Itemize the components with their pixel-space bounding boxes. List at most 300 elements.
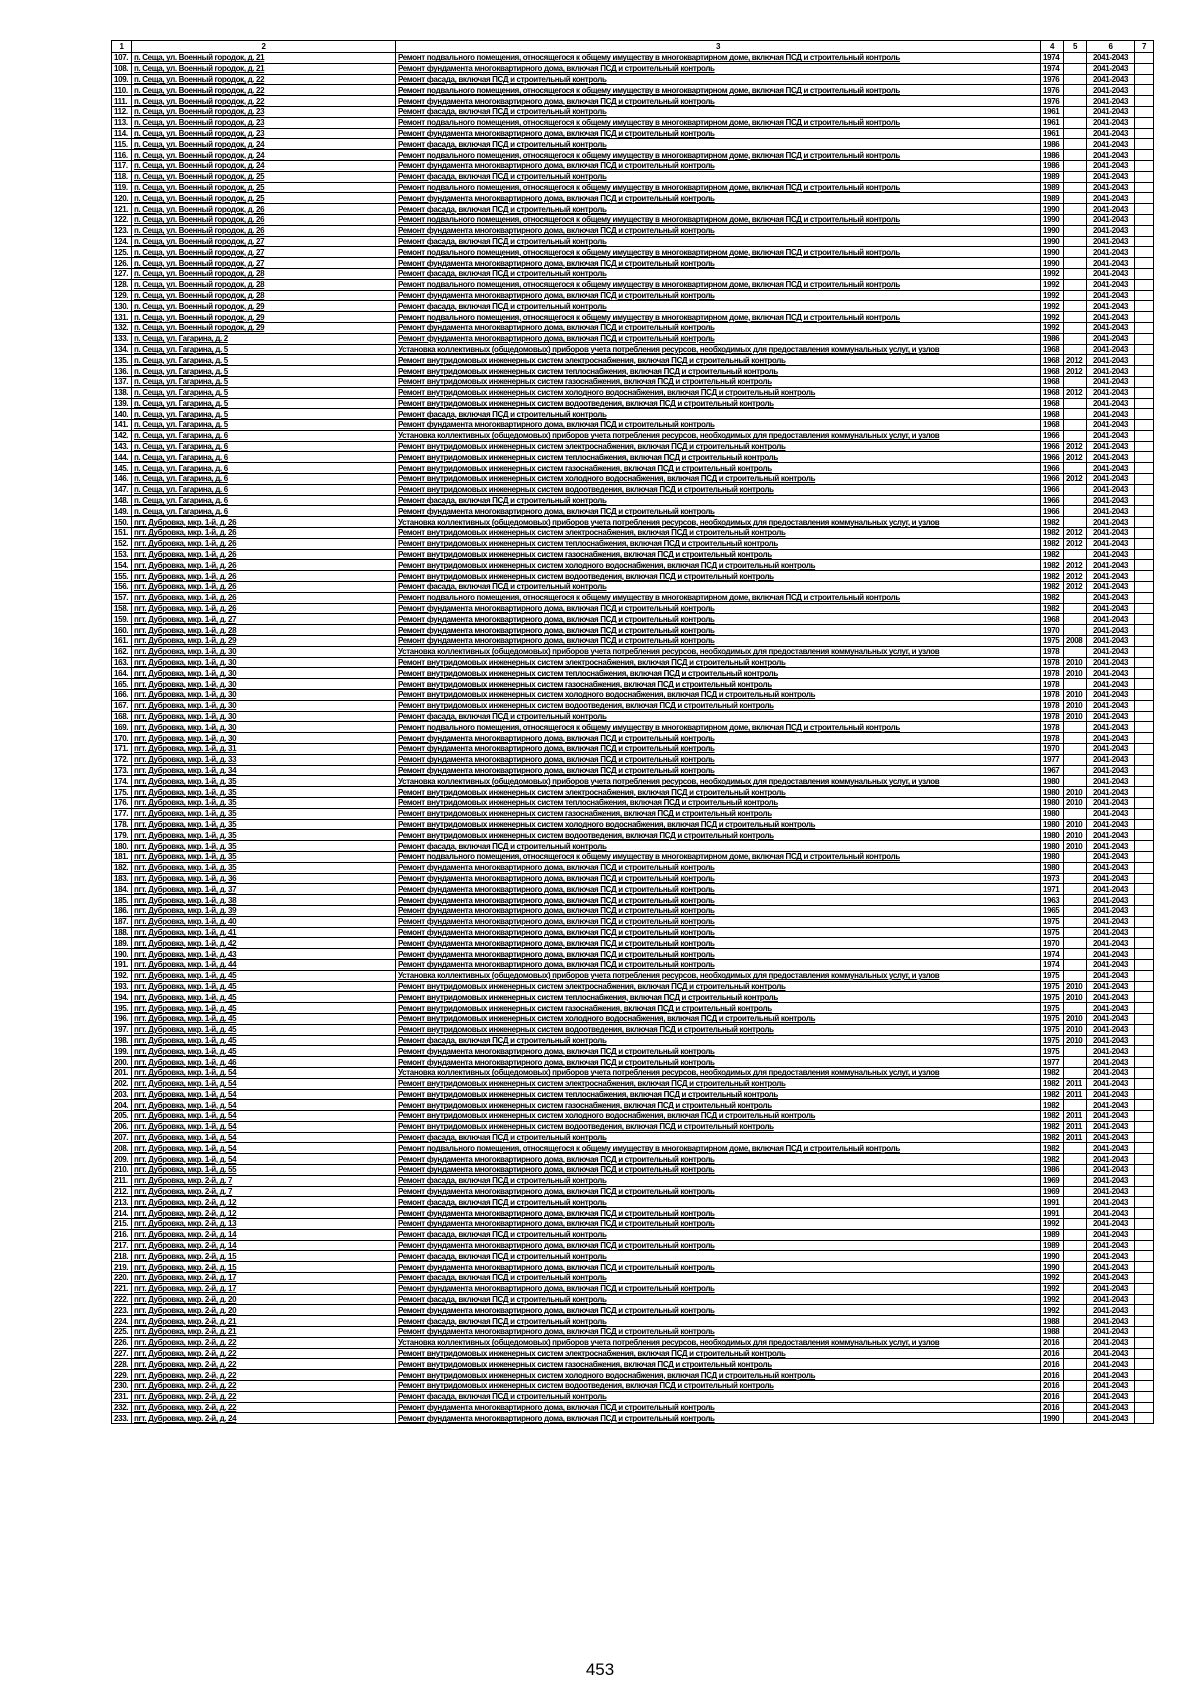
planned-period-cell: 2041-2043 (1087, 1078, 1135, 1089)
row-number-cell: 185. (112, 895, 132, 906)
planned-period-cell: 2041-2043 (1087, 1046, 1135, 1057)
row-number-cell: 158. (112, 603, 132, 614)
last-repair-year-cell: 2010 (1064, 700, 1087, 711)
planned-period-cell: 2041-2043 (1087, 1013, 1135, 1024)
build-year-cell: 1982 (1041, 1132, 1064, 1143)
last-repair-year-cell (1064, 150, 1087, 161)
address-cell: п. Сеща, ул. Военный городок, д. 23 (132, 106, 396, 117)
work-type-cell: Ремонт фасада, включая ПСД и строительный контроль (396, 204, 1041, 215)
last-repair-year-cell: 2011 (1064, 1111, 1087, 1122)
last-repair-year-cell (1064, 484, 1087, 495)
table-row (112, 1337, 1154, 1348)
planned-period-cell: 2041-2043 (1087, 841, 1135, 852)
address-cell: п. Сеща, ул. Военный городок, д. 27 (132, 236, 396, 247)
last-repair-year-cell (1064, 895, 1087, 906)
planned-period-cell: 2041-2043 (1087, 668, 1135, 679)
address-cell: пгт. Дубровка, мкр. 1-й, д. 45 (132, 981, 396, 992)
note-cell (1135, 1035, 1154, 1046)
build-year-cell: 1980 (1041, 787, 1064, 798)
build-year-cell: 1992 (1041, 322, 1064, 333)
last-repair-year-cell (1064, 1316, 1087, 1327)
build-year-cell: 1982 (1041, 517, 1064, 528)
work-type-cell: Ремонт внутридомовых инженерных систем электроснабжения, включая ПСД и строительный контроль (396, 441, 1041, 452)
note-cell (1135, 1348, 1154, 1359)
work-type-cell: Установка коллективных (общедомовых) приборов учета потребления ресурсов, необходимых для предоставления коммунальных услуг, и узлов (396, 1337, 1041, 1348)
note-cell (1135, 679, 1154, 690)
row-number-cell: 229. (112, 1370, 132, 1381)
table-row (112, 636, 1154, 647)
work-type-cell: Ремонт внутридомовых инженерных систем газоснабжения, включая ПСД и строительный контроль (396, 808, 1041, 819)
build-year-cell: 1980 (1041, 797, 1064, 808)
row-number-cell: 116. (112, 150, 132, 161)
note-cell (1135, 754, 1154, 765)
work-type-cell: Ремонт фундамента многоквартирного дома, включая ПСД и строительный контроль (396, 1057, 1041, 1068)
last-repair-year-cell (1064, 614, 1087, 625)
work-type-cell: Ремонт подвального помещения, относящегося к общему имуществу в многоквартирном доме, включая ПСД и строительный контроль (396, 312, 1041, 323)
table-row (112, 1381, 1154, 1392)
address-cell: пгт. Дубровка, мкр. 1-й, д. 45 (132, 992, 396, 1003)
table-row (112, 279, 1154, 290)
row-number-cell: 132. (112, 322, 132, 333)
note-cell (1135, 452, 1154, 463)
address-cell: пгт. Дубровка, мкр. 1-й, д. 33 (132, 754, 396, 765)
table-row (112, 1143, 1154, 1154)
planned-period-cell: 2041-2043 (1087, 312, 1135, 323)
table-row (112, 1035, 1154, 1046)
planned-period-cell: 2041-2043 (1087, 290, 1135, 301)
build-year-cell: 1968 (1041, 398, 1064, 409)
table-row (112, 247, 1154, 258)
planned-period-cell: 2041-2043 (1087, 1197, 1135, 1208)
note-cell (1135, 376, 1154, 387)
address-cell: пгт. Дубровка, мкр. 1-й, д. 30 (132, 668, 396, 679)
planned-period-cell: 2041-2043 (1087, 625, 1135, 636)
note-cell (1135, 258, 1154, 269)
table-row (112, 765, 1154, 776)
last-repair-year-cell (1064, 1348, 1087, 1359)
planned-period-cell: 2041-2043 (1087, 452, 1135, 463)
last-repair-year-cell (1064, 1175, 1087, 1186)
build-year-cell: 1975 (1041, 1035, 1064, 1046)
build-year-cell: 1975 (1041, 970, 1064, 981)
build-year-cell: 2016 (1041, 1391, 1064, 1402)
address-cell: пгт. Дубровка, мкр. 1-й, д. 54 (132, 1121, 396, 1132)
address-cell: пгт. Дубровка, мкр. 1-й, д. 30 (132, 646, 396, 657)
build-year-cell: 1990 (1041, 225, 1064, 236)
planned-period-cell: 2041-2043 (1087, 851, 1135, 862)
work-schedule-table (111, 40, 1154, 1424)
table-row (112, 1175, 1154, 1186)
table-row (112, 873, 1154, 884)
last-repair-year-cell (1064, 517, 1087, 528)
address-cell: пгт. Дубровка, мкр. 1-й, д. 40 (132, 916, 396, 927)
address-cell: пгт. Дубровка, мкр. 2-й, д. 12 (132, 1208, 396, 1219)
work-type-cell: Ремонт фундамента многоквартирного дома, включая ПСД и строительный контроль (396, 63, 1041, 74)
address-cell: п. Сеща, ул. Гагарина, д. 6 (132, 495, 396, 506)
note-cell (1135, 938, 1154, 949)
planned-period-cell: 2041-2043 (1087, 1154, 1135, 1165)
work-type-cell: Ремонт фундамента многоквартирного дома, включая ПСД и строительный контроль (396, 1327, 1041, 1338)
row-number-cell: 217. (112, 1240, 132, 1251)
last-repair-year-cell (1064, 549, 1087, 560)
note-cell (1135, 160, 1154, 171)
note-cell (1135, 193, 1154, 204)
work-type-cell: Ремонт фундамента многоквартирного дома, включая ПСД и строительный контроль (396, 873, 1041, 884)
row-number-cell: 183. (112, 873, 132, 884)
note-cell (1135, 225, 1154, 236)
row-number-cell: 172. (112, 754, 132, 765)
build-year-cell: 1975 (1041, 992, 1064, 1003)
row-number-cell: 173. (112, 765, 132, 776)
table-row (112, 668, 1154, 679)
row-number-cell: 222. (112, 1294, 132, 1305)
work-type-cell: Ремонт фундамента многоквартирного дома, включая ПСД и строительный контроль (396, 884, 1041, 895)
note-cell (1135, 851, 1154, 862)
note-cell (1135, 268, 1154, 279)
note-cell (1135, 1381, 1154, 1392)
last-repair-year-cell (1064, 1208, 1087, 1219)
build-year-cell: 1966 (1041, 430, 1064, 441)
build-year-cell: 1978 (1041, 733, 1064, 744)
note-cell (1135, 733, 1154, 744)
table-row (112, 355, 1154, 366)
note-cell (1135, 139, 1154, 150)
note-cell (1135, 841, 1154, 852)
work-type-cell: Ремонт фундамента многоквартирного дома, включая ПСД и строительный контроль (396, 193, 1041, 204)
work-type-cell: Ремонт фундамента многоквартирного дома, включая ПСД и строительный контроль (396, 420, 1041, 431)
note-cell (1135, 106, 1154, 117)
build-year-cell: 1978 (1041, 657, 1064, 668)
note-cell (1135, 1316, 1154, 1327)
table-row (112, 495, 1154, 506)
planned-period-cell: 2041-2043 (1087, 214, 1135, 225)
build-year-cell: 1982 (1041, 1078, 1064, 1089)
build-year-cell: 1968 (1041, 366, 1064, 377)
build-year-cell: 1968 (1041, 420, 1064, 431)
last-repair-year-cell (1064, 927, 1087, 938)
address-cell: п. Сеща, ул. Гагарина, д. 5 (132, 398, 396, 409)
note-cell (1135, 1003, 1154, 1014)
address-cell: пгт. Дубровка, мкр. 2-й, д. 21 (132, 1316, 396, 1327)
row-number-cell: 219. (112, 1262, 132, 1273)
table-row (112, 830, 1154, 841)
work-type-cell: Ремонт фасада, включая ПСД и строительный контроль (396, 711, 1041, 722)
row-number-cell: 138. (112, 387, 132, 398)
table-row (112, 160, 1154, 171)
note-cell (1135, 506, 1154, 517)
last-repair-year-cell (1064, 776, 1087, 787)
work-type-cell: Ремонт внутридомовых инженерных систем холодного водоснабжения, включая ПСД и строительный контроль (396, 819, 1041, 830)
planned-period-cell: 2041-2043 (1087, 1057, 1135, 1068)
row-number-cell: 118. (112, 171, 132, 182)
address-cell: пгт. Дубровка, мкр. 1-й, д. 28 (132, 625, 396, 636)
address-cell: п. Сеща, ул. Военный городок, д. 27 (132, 247, 396, 258)
last-repair-year-cell (1064, 862, 1087, 873)
last-repair-year-cell (1064, 344, 1087, 355)
address-cell: пгт. Дубровка, мкр. 2-й, д. 22 (132, 1348, 396, 1359)
work-type-cell: Ремонт внутридомовых инженерных систем газоснабжения, включая ПСД и строительный контроль (396, 463, 1041, 474)
address-cell: пгт. Дубровка, мкр. 1-й, д. 30 (132, 657, 396, 668)
planned-period-cell: 2041-2043 (1087, 959, 1135, 970)
last-repair-year-cell: 2010 (1064, 841, 1087, 852)
build-year-cell: 1970 (1041, 625, 1064, 636)
build-year-cell: 1990 (1041, 214, 1064, 225)
row-number-cell: 146. (112, 474, 132, 485)
table-row (112, 139, 1154, 150)
column-header-4: 4 (1041, 41, 1064, 53)
page-number: 453 (585, 1660, 615, 1679)
planned-period-cell: 2041-2043 (1087, 1359, 1135, 1370)
address-cell: п. Сеща, ул. Военный городок, д. 27 (132, 258, 396, 269)
address-cell: пгт. Дубровка, мкр. 1-й, д. 35 (132, 851, 396, 862)
work-type-cell: Ремонт фундамента многоквартирного дома, включая ПСД и строительный контроль (396, 744, 1041, 755)
planned-period-cell: 2041-2043 (1087, 1413, 1135, 1424)
note-cell (1135, 538, 1154, 549)
planned-period-cell: 2041-2043 (1087, 819, 1135, 830)
table-row (112, 916, 1154, 927)
build-year-cell: 1976 (1041, 85, 1064, 96)
table-row (112, 463, 1154, 474)
row-number-cell: 186. (112, 905, 132, 916)
note-cell (1135, 657, 1154, 668)
planned-period-cell: 2041-2043 (1087, 700, 1135, 711)
build-year-cell: 1969 (1041, 1186, 1064, 1197)
work-type-cell: Ремонт внутридомовых инженерных систем газоснабжения, включая ПСД и строительный контроль (396, 1003, 1041, 1014)
address-cell: пгт. Дубровка, мкр. 2-й, д. 15 (132, 1262, 396, 1273)
last-repair-year-cell (1064, 959, 1087, 970)
work-type-cell: Ремонт внутридомовых инженерных систем холодного водоснабжения, включая ПСД и строительный контроль (396, 560, 1041, 571)
table-row (112, 1046, 1154, 1057)
address-cell: пгт. Дубровка, мкр. 1-й, д. 35 (132, 797, 396, 808)
last-repair-year-cell: 2010 (1064, 1035, 1087, 1046)
address-cell: пгт. Дубровка, мкр. 2-й, д. 13 (132, 1219, 396, 1230)
planned-period-cell: 2041-2043 (1087, 474, 1135, 485)
work-type-cell: Ремонт фундамента многоквартирного дома, включая ПСД и строительный контроль (396, 506, 1041, 517)
planned-period-cell: 2041-2043 (1087, 657, 1135, 668)
address-cell: п. Сеща, ул. Гагарина, д. 6 (132, 484, 396, 495)
work-type-cell: Ремонт фундамента многоквартирного дома, включая ПСД и строительный контроль (396, 765, 1041, 776)
planned-period-cell: 2041-2043 (1087, 150, 1135, 161)
work-type-cell: Ремонт внутридомовых инженерных систем холодного водоснабжения, включая ПСД и строительный контроль (396, 387, 1041, 398)
work-type-cell: Ремонт внутридомовых инженерных систем водоотведения, включая ПСД и строительный контроль (396, 571, 1041, 582)
note-cell (1135, 1089, 1154, 1100)
last-repair-year-cell (1064, 96, 1087, 107)
work-type-cell: Ремонт внутридомовых инженерных систем электроснабжения, включая ПСД и строительный контроль (396, 1078, 1041, 1089)
row-number-cell: 107. (112, 53, 132, 64)
row-number-cell: 168. (112, 711, 132, 722)
planned-period-cell: 2041-2043 (1087, 636, 1135, 647)
planned-period-cell: 2041-2043 (1087, 1240, 1135, 1251)
work-type-cell: Ремонт фасада, включая ПСД и строительный контроль (396, 106, 1041, 117)
address-cell: пгт. Дубровка, мкр. 1-й, д. 54 (132, 1111, 396, 1122)
last-repair-year-cell (1064, 430, 1087, 441)
row-number-cell: 133. (112, 333, 132, 344)
planned-period-cell: 2041-2043 (1087, 905, 1135, 916)
last-repair-year-cell (1064, 1413, 1087, 1424)
row-number-cell: 162. (112, 646, 132, 657)
work-type-cell: Ремонт фасада, включая ПСД и строительный контроль (396, 301, 1041, 312)
table-row (112, 970, 1154, 981)
note-cell (1135, 247, 1154, 258)
last-repair-year-cell: 2012 (1064, 441, 1087, 452)
build-year-cell: 1990 (1041, 1262, 1064, 1273)
work-type-cell: Ремонт фасада, включая ПСД и строительный контроль (396, 1391, 1041, 1402)
last-repair-year-cell (1064, 193, 1087, 204)
last-repair-year-cell (1064, 1359, 1087, 1370)
planned-period-cell: 2041-2043 (1087, 744, 1135, 755)
last-repair-year-cell: 2011 (1064, 1089, 1087, 1100)
last-repair-year-cell: 2012 (1064, 538, 1087, 549)
note-cell (1135, 1229, 1154, 1240)
build-year-cell: 2016 (1041, 1381, 1064, 1392)
build-year-cell: 1990 (1041, 236, 1064, 247)
last-repair-year-cell (1064, 1143, 1087, 1154)
build-year-cell: 1963 (1041, 895, 1064, 906)
planned-period-cell: 2041-2043 (1087, 495, 1135, 506)
address-cell: п. Сеща, ул. Военный городок, д. 28 (132, 268, 396, 279)
address-cell: пгт. Дубровка, мкр. 1-й, д. 54 (132, 1100, 396, 1111)
address-cell: п. Сеща, ул. Военный городок, д. 25 (132, 171, 396, 182)
address-cell: п. Сеща, ул. Гагарина, д. 6 (132, 452, 396, 463)
note-cell (1135, 463, 1154, 474)
build-year-cell: 1986 (1041, 333, 1064, 344)
table-row (112, 528, 1154, 539)
work-type-cell: Ремонт внутридомовых инженерных систем газоснабжения, включая ПСД и строительный контроль (396, 549, 1041, 560)
planned-period-cell: 2041-2043 (1087, 1100, 1135, 1111)
row-number-cell: 129. (112, 290, 132, 301)
column-header-6: 6 (1087, 41, 1135, 53)
address-cell: пгт. Дубровка, мкр. 2-й, д. 17 (132, 1273, 396, 1284)
build-year-cell: 1975 (1041, 636, 1064, 647)
work-type-cell: Ремонт внутридомовых инженерных систем электроснабжения, включая ПСД и строительный контроль (396, 981, 1041, 992)
work-type-cell: Ремонт внутридомовых инженерных систем теплоснабжения, включая ПСД и строительный контроль (396, 797, 1041, 808)
last-repair-year-cell (1064, 808, 1087, 819)
row-number-cell: 157. (112, 592, 132, 603)
address-cell: пгт. Дубровка, мкр. 2-й, д. 20 (132, 1305, 396, 1316)
build-year-cell: 1980 (1041, 776, 1064, 787)
note-cell (1135, 420, 1154, 431)
table-row (112, 895, 1154, 906)
last-repair-year-cell (1064, 1262, 1087, 1273)
row-number-cell: 126. (112, 258, 132, 269)
table-row (112, 387, 1154, 398)
last-repair-year-cell: 2012 (1064, 387, 1087, 398)
table-row (112, 1003, 1154, 1014)
note-cell (1135, 1121, 1154, 1132)
note-cell (1135, 636, 1154, 647)
table-row (112, 236, 1154, 247)
address-cell: пгт. Дубровка, мкр. 2-й, д. 24 (132, 1413, 396, 1424)
last-repair-year-cell (1064, 646, 1087, 657)
build-year-cell: 1968 (1041, 344, 1064, 355)
work-type-cell: Ремонт фасада, включая ПСД и строительный контроль (396, 236, 1041, 247)
row-number-cell: 113. (112, 117, 132, 128)
planned-period-cell: 2041-2043 (1087, 711, 1135, 722)
address-cell: пгт. Дубровка, мкр. 1-й, д. 26 (132, 571, 396, 582)
build-year-cell: 2016 (1041, 1337, 1064, 1348)
row-number-cell: 155. (112, 571, 132, 582)
planned-period-cell: 2041-2043 (1087, 409, 1135, 420)
work-type-cell: Ремонт подвального помещения, относящегося к общему имуществу в многоквартирном доме, включая ПСД и строительный контроль (396, 592, 1041, 603)
planned-period-cell: 2041-2043 (1087, 1381, 1135, 1392)
address-cell: п. Сеща, ул. Военный городок, д. 22 (132, 85, 396, 96)
work-type-cell: Ремонт фундамента многоквартирного дома, включая ПСД и строительный контроль (396, 258, 1041, 269)
address-cell: пгт. Дубровка, мкр. 1-й, д. 26 (132, 582, 396, 593)
last-repair-year-cell (1064, 463, 1087, 474)
table-row (112, 1294, 1154, 1305)
note-cell (1135, 279, 1154, 290)
row-number-cell: 171. (112, 744, 132, 755)
last-repair-year-cell: 2010 (1064, 690, 1087, 701)
work-type-cell: Ремонт внутридомовых инженерных систем водоотведения, включая ПСД и строительный контроль (396, 830, 1041, 841)
row-number-cell: 110. (112, 85, 132, 96)
work-type-cell: Ремонт подвального помещения, относящегося к общему имуществу в многоквартирном доме, включая ПСД и строительный контроль (396, 182, 1041, 193)
row-number-cell: 175. (112, 787, 132, 798)
row-number-cell: 123. (112, 225, 132, 236)
row-number-cell: 131. (112, 312, 132, 323)
row-number-cell: 137. (112, 376, 132, 387)
note-cell (1135, 560, 1154, 571)
last-repair-year-cell (1064, 1381, 1087, 1392)
address-cell: пгт. Дубровка, мкр. 2-й, д. 21 (132, 1327, 396, 1338)
planned-period-cell: 2041-2043 (1087, 484, 1135, 495)
table-row (112, 1262, 1154, 1273)
table-row (112, 1132, 1154, 1143)
last-repair-year-cell (1064, 1057, 1087, 1068)
planned-period-cell: 2041-2043 (1087, 560, 1135, 571)
build-year-cell: 1966 (1041, 463, 1064, 474)
address-cell: пгт. Дубровка, мкр. 2-й, д. 20 (132, 1294, 396, 1305)
note-cell (1135, 1359, 1154, 1370)
planned-period-cell: 2041-2043 (1087, 63, 1135, 74)
build-year-cell: 1989 (1041, 1240, 1064, 1251)
note-cell (1135, 1197, 1154, 1208)
address-cell: пгт. Дубровка, мкр. 1-й, д. 54 (132, 1154, 396, 1165)
planned-period-cell: 2041-2043 (1087, 376, 1135, 387)
work-type-cell: Ремонт фасада, включая ПСД и строительный контроль (396, 171, 1041, 182)
build-year-cell: 1992 (1041, 1294, 1064, 1305)
row-number-cell: 184. (112, 884, 132, 895)
row-number-cell: 124. (112, 236, 132, 247)
planned-period-cell: 2041-2043 (1087, 1143, 1135, 1154)
row-number-cell: 196. (112, 1013, 132, 1024)
address-cell: пгт. Дубровка, мкр. 1-й, д. 35 (132, 830, 396, 841)
row-number-cell: 122. (112, 214, 132, 225)
note-cell (1135, 549, 1154, 560)
planned-period-cell: 2041-2043 (1087, 182, 1135, 193)
build-year-cell: 1974 (1041, 949, 1064, 960)
build-year-cell: 1974 (1041, 63, 1064, 74)
address-cell: пгт. Дубровка, мкр. 1-й, д. 27 (132, 614, 396, 625)
address-cell: п. Сеща, ул. Военный городок, д. 28 (132, 279, 396, 290)
work-type-cell: Ремонт фундамента многоквартирного дома, включая ПСД и строительный контроль (396, 625, 1041, 636)
address-cell: пгт. Дубровка, мкр. 1-й, д. 26 (132, 517, 396, 528)
work-type-cell: Ремонт фундамента многоквартирного дома, включая ПСД и строительный контроль (396, 1413, 1041, 1424)
planned-period-cell: 2041-2043 (1087, 517, 1135, 528)
row-number-cell: 188. (112, 927, 132, 938)
build-year-cell: 1978 (1041, 679, 1064, 690)
note-cell (1135, 1413, 1154, 1424)
planned-period-cell: 2041-2043 (1087, 96, 1135, 107)
note-cell (1135, 1262, 1154, 1273)
last-repair-year-cell (1064, 1067, 1087, 1078)
table-row (112, 333, 1154, 344)
build-year-cell: 1975 (1041, 1003, 1064, 1014)
work-type-cell: Ремонт фасада, включая ПСД и строительный контроль (396, 1273, 1041, 1284)
build-year-cell: 1961 (1041, 117, 1064, 128)
note-cell (1135, 236, 1154, 247)
planned-period-cell: 2041-2043 (1087, 268, 1135, 279)
